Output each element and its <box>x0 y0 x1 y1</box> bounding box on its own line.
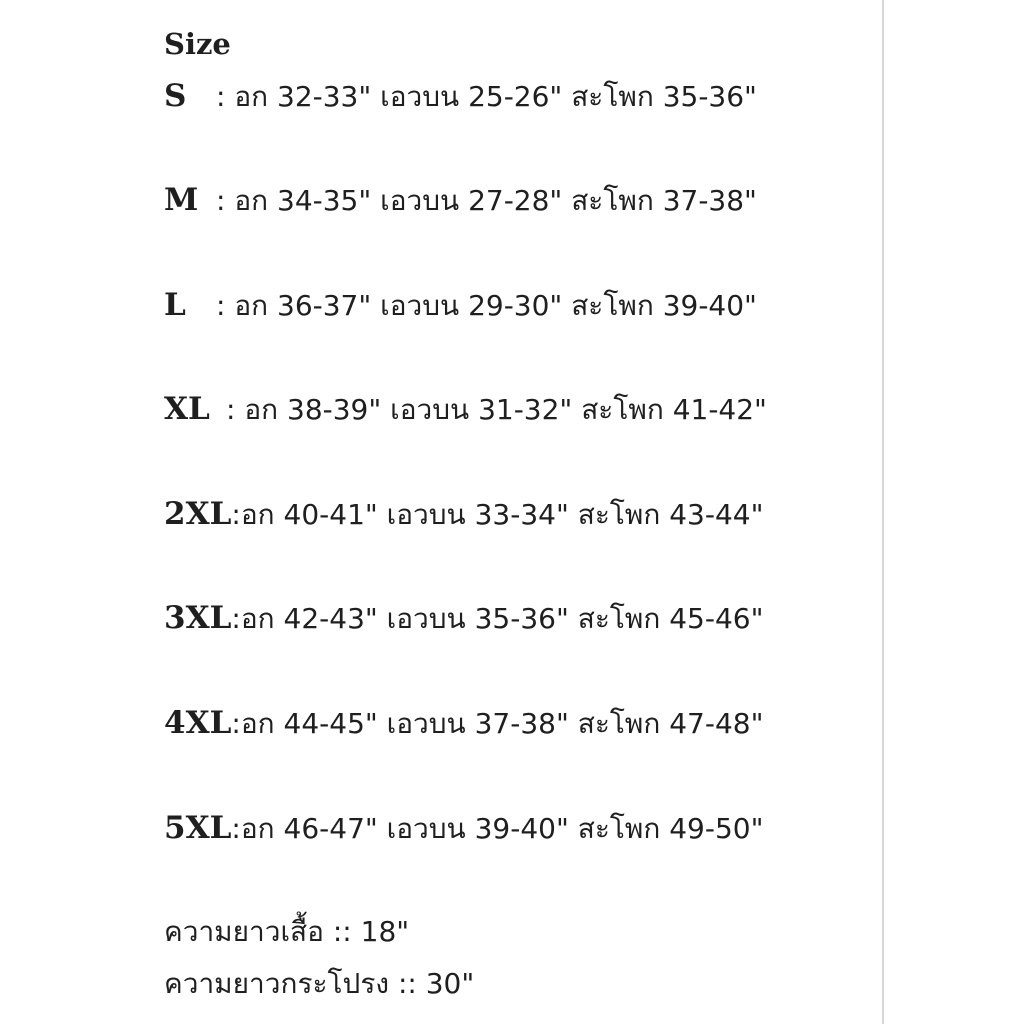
size-row-2xl <box>164 494 763 534</box>
size-label-5xl: 5XL <box>164 810 232 846</box>
size-heading: Size <box>164 27 231 61</box>
measurement-text-s: : อก 32-33" เอวบน 25-26" สะโพก 35-36" <box>216 80 757 113</box>
size-row-l <box>164 285 757 325</box>
size-label-4xl: 4XL <box>164 705 232 741</box>
right-divider-line <box>882 0 884 1024</box>
shirt-length-text: ความยาวเสื้อ :: 18" <box>164 915 410 948</box>
size-row-m <box>164 180 757 220</box>
measurement-text-2xl: :อก 40-41" เอวบน 33-34" สะโพก 43-44" <box>231 498 764 531</box>
skirt-length-text: ความยาวกระโปรง :: 30" <box>164 967 475 1000</box>
size-row-s <box>164 76 757 116</box>
size-row-4xl <box>164 703 763 743</box>
size-row-3xl <box>164 598 763 638</box>
measurement-text-4xl: :อก 44-45" เอวบน 37-38" สะโพก 47-48" <box>231 707 764 740</box>
measurement-text-m: : อก 34-35" เอวบน 27-28" สะโพก 37-38" <box>216 184 757 217</box>
size-label-l: L <box>164 287 186 323</box>
size-row-xl <box>164 389 767 429</box>
size-label-3xl: 3XL <box>164 600 232 636</box>
measurement-text-5xl: :อก 46-47" เอวบน 39-40" สะโพก 49-50" <box>231 812 764 845</box>
size-label-m: M <box>164 182 199 218</box>
size-row-5xl <box>164 808 763 848</box>
size-label-s: S <box>164 78 187 114</box>
measurement-text-l: : อก 36-37" เอวบน 29-30" สะโพก 39-40" <box>216 289 757 322</box>
measurement-text-xl: : อก 38-39" เอวบน 31-32" สะโพก 41-42" <box>226 393 767 426</box>
size-label-xl: XL <box>164 391 210 427</box>
size-label-2xl: 2XL <box>164 496 232 532</box>
measurement-text-3xl: :อก 42-43" เอวบน 35-36" สะโพก 45-46" <box>231 602 764 635</box>
